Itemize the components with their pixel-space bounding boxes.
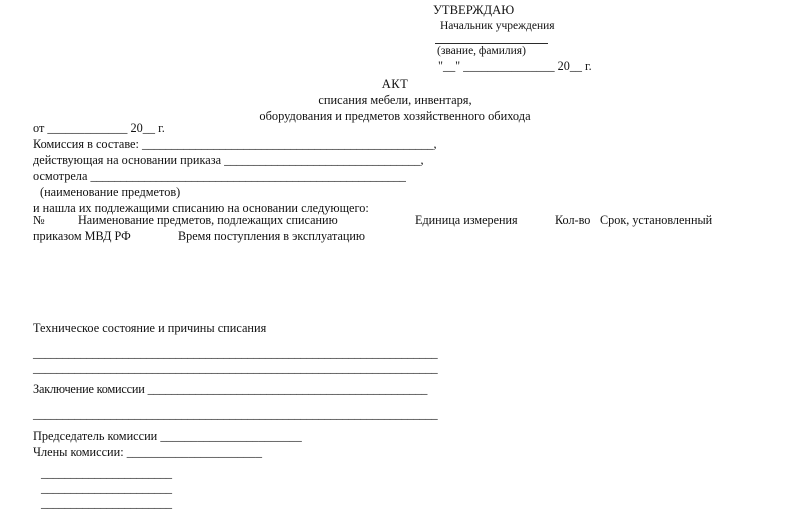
member-blank-line: ______________________ xyxy=(41,481,172,495)
intro-block xyxy=(33,120,753,216)
col-header-unit: Единица измерения xyxy=(415,213,518,227)
col-header-item-name: Наименование предметов, подлежащих списанию xyxy=(78,213,338,227)
members-label: Члены комиссии: xyxy=(33,445,127,459)
member-blank-lines xyxy=(33,466,773,511)
approval-block xyxy=(433,2,733,74)
member-blank-line: ______________________ xyxy=(41,466,172,480)
approval-date-line: "__" _______________ 20__ г. xyxy=(438,59,592,73)
commission-verdict-line xyxy=(33,382,773,397)
title-subline-2: оборудования и предметов хозяйственного обихода xyxy=(259,109,531,123)
conclusion-block xyxy=(33,320,773,511)
members-blank: ______________________ xyxy=(126,445,262,459)
chairman-label: Председатель комиссии xyxy=(33,429,161,443)
order-basis-blank: _________________________________ xyxy=(224,153,421,167)
order-basis-comma: , xyxy=(420,153,424,167)
inspected-caption: (наименование предметов) xyxy=(40,185,181,199)
col-header-number: № xyxy=(33,213,45,227)
order-basis-line xyxy=(33,152,753,168)
inspected-blank: _____________________________________________________ xyxy=(90,169,406,183)
technical-condition-label: Техническое состояние и причины списания xyxy=(33,321,267,335)
page-title: АКТ xyxy=(381,77,409,91)
inspected-items-line xyxy=(33,168,753,184)
col-header-quantity: Кол-во xyxy=(555,213,591,227)
commission-comma: , xyxy=(433,137,437,151)
commission-label: Комиссия в составе: xyxy=(33,137,143,151)
commission-verdict-blank: _______________________________________________ xyxy=(147,382,428,396)
found-subject-line: и нашла их подлежащими списанию на основании следующего: xyxy=(33,201,369,215)
col-header-order-mvd: приказом МВД РФ xyxy=(33,229,131,243)
approval-position: Начальник учреждения xyxy=(440,20,555,32)
chairman-blank: _______________________ xyxy=(160,429,302,443)
chairman-signature-line xyxy=(33,428,773,444)
table-column-headers xyxy=(33,212,773,244)
technical-condition-rule-2: ____________________________________________________________________ xyxy=(33,361,438,375)
approval-caption: (звание, фамилия) xyxy=(437,45,526,57)
title-subline-1: списания мебели, инвентаря, xyxy=(318,93,472,107)
technical-condition-rule-1: ____________________________________________________________________ xyxy=(33,346,438,360)
act-date-line: от _____________ 20__ г. xyxy=(33,121,165,135)
table-header-row-2 xyxy=(33,228,773,244)
col-header-term: Срок, установленный xyxy=(600,213,713,227)
inspected-label: осмотрела xyxy=(33,169,91,183)
col-header-service-start: Время поступления в эксплуатацию xyxy=(178,229,366,243)
order-basis-label: действующая на основании приказа xyxy=(33,153,225,167)
member-blank-line: ______________________ xyxy=(41,496,172,510)
document-title-block xyxy=(0,76,792,124)
table-header-row-1 xyxy=(33,212,773,228)
approval-heading: УТВЕРЖДАЮ xyxy=(433,3,515,17)
members-signature-line xyxy=(33,444,773,460)
commission-verdict-label: Заключение комиссии xyxy=(33,382,148,396)
commission-verdict-rule-2: ____________________________________________________________________ xyxy=(33,407,438,421)
commission-members-line xyxy=(33,136,753,152)
commission-blank: _________________________________________________ xyxy=(142,137,434,151)
